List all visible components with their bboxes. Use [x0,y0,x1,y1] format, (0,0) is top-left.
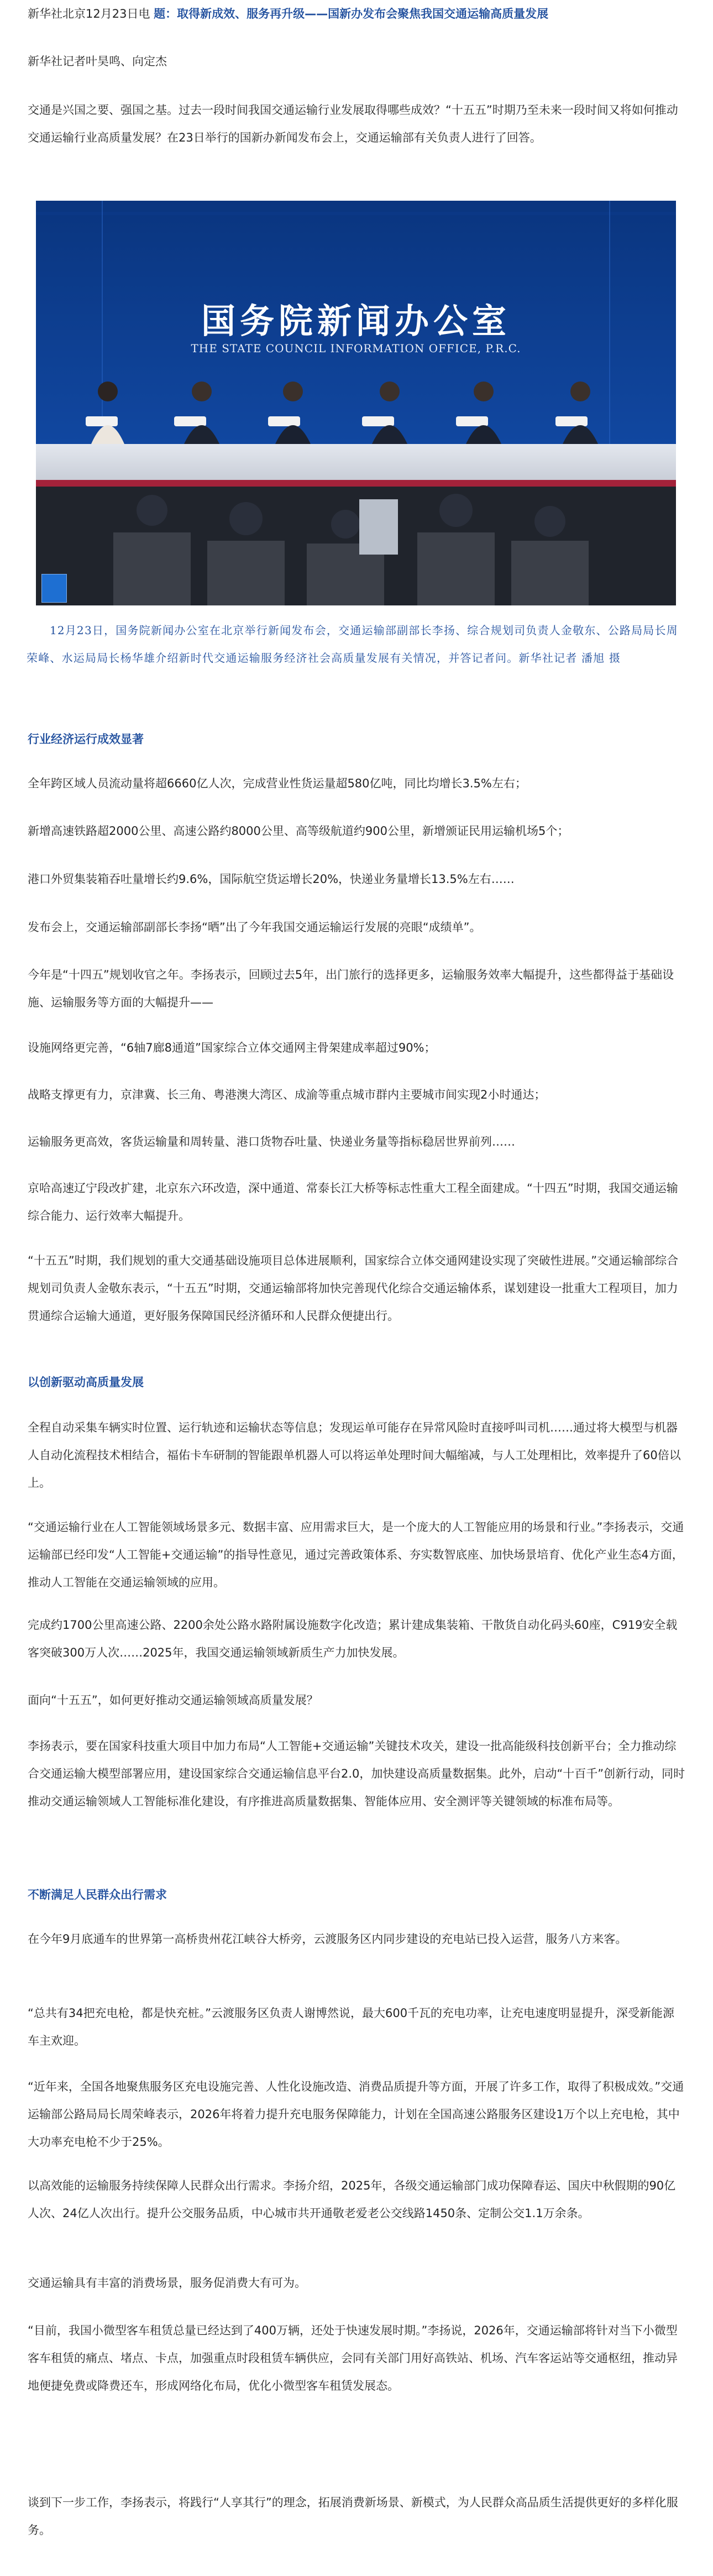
section-heading-1: 行业经济运行成效显著 [28,733,144,746]
section-1-paragraph-9: 京哈高速辽宁段改扩建，北京东六环改造，深中通道、常泰长江大桥等标志性重大工程全面建成。“十四五”时期，我国交通运输综合能力、运行效率大幅提升。 [28,1182,678,1222]
article-title: 取得新成效、服务再升级——国新办发布会聚焦我国交通运输高质量发展 [177,7,549,20]
section-3-paragraph-3: “近年来，全国各地聚焦服务区充电设施完善、人性化设施改造、消费品质提升等方面，开展了许多工作，取得了积极成效。”交通运输部公路局局长周荣峰表示，2026年将着力提升充电服务保障能力，计划在全国高速公路服务区建设1万个以上充电枪，其中大功率充电枪不少于25%。 [28,2080,684,2149]
section-2-paragraph-3: 完成约1700公里高速公路、2200余处公路水路附属设施数字化改造；累计建成集装箱、干散货自动化码头60座，C919安全载客突破300万人次……2025年，我国交通运输领域新质生产力加快发展。 [28,1618,678,1659]
section-1-paragraph-4: 发布会上，交通运输部副部长李扬“晒”出了今年我国交通运输运行发展的亮眼“成绩单”。 [28,921,481,934]
section-heading-2: 以创新驱动高质量发展 [28,1376,144,1389]
xinhua-logo-icon [41,574,67,603]
article-header-line [28,0,685,28]
section-1-paragraph-1: 全年跨区域人员流动量将超6660亿人次，完成营业性货运量超580亿吨，同比均增长3.5%左右； [28,777,527,790]
section-3-paragraph-2: “总共有34把充电枪，都是快充桩。”云渡服务区负责人谢博然说，最大600千瓦的充电功率，让充电速度明显提升，深受新能源车主欢迎。 [28,2007,675,2047]
photo-caption: 12月23日，国务院新闻办公室在北京举行新闻发布会，交通运输部副部长李扬、综合规划司负责人金敬东、公路局局长周荣峰、水运局局长杨华雄介绍新时代交通运输服务经济社会高质量发展有关情况，并答记者问。新华社记者 潘旭 摄 [27,624,678,665]
press-conference-photo [36,201,676,605]
section-1-paragraph-2: 新增高速铁路超2000公里、高速公路约8000公里、高等级航道约900公里，新增颁证民用运输机场5个； [28,824,569,838]
section-1-paragraph-10: “十五五”时期，我们规划的重大交通基础设施项目总体进展顺利，国家综合立体交通网建设实现了突破性进展。”交通运输部综合规划司负责人金敬东表示，“十五五”时期，交通运输部将加快完善现代化综合交通运输体系，谋划建设一批重大工程项目，加力贯通综合运输大通道，更好服务保障国民经济循环和人民群众便捷出行。 [28,1254,679,1323]
press-conference-scene [36,201,676,605]
dateline: 新华社北京12月23日电 [28,7,150,20]
byline: 新华社记者叶昊鸣、向定杰 [28,55,167,68]
section-3-paragraph-6: “目前，我国小微型客车租赁总量已经达到了400万辆，还处于快速发展时期。”李扬说，2026年，交通运输部将针对当下小微型客车租赁的痛点、堵点、卡点，加强重点时段租赁车辆供应，会同有关部门用好高铁站、机场、汽车客运站等交通枢纽，推动异地便捷免费或降费还车，形成网络化布局，优化小微型客车租赁发展态。 [28,2324,678,2392]
backdrop-title-en: THE STATE COUNCIL INFORMATION OFFICE, P.R.C. [191,342,521,355]
section-3-paragraph-4: 以高效能的运输服务持续保障人民群众出行需求。李扬介绍，2025年，各级交通运输部门成功保障春运、国庆中秋假期的90亿人次、24亿人次出行。提升公交服务品质，中心城市共开通敬老爱老公交线路1450条、定制公交1.1万余条。 [28,2179,676,2220]
section-heading-3: 不断满足人民群众出行需求 [28,1888,167,1901]
section-1-paragraph-3: 港口外贸集装箱吞吐量增长约9.6%，国际航空货运增长20%，快递业务量增长13.5%左右…… [28,872,515,886]
section-1-paragraph-7: 战略支撑更有力，京津冀、长三角、粤港澳大湾区、成渝等重点城市群内主要城市间实现2小时通达； [28,1088,546,1101]
section-1-paragraph-5: 今年是“十四五”规划收官之年。李扬表示，回顾过去5年，出门旅行的选择更多，运输服务效率大幅提升，这些都得益于基础设施、运输服务等方面的大幅提升—— [28,968,674,1009]
section-1-paragraph-6: 设施网络更完善，“6轴7廊8通道”国家综合立体交通网主骨架建成率超过90%； [28,1041,436,1054]
section-3-paragraph-1: 在今年9月底通车的世界第一高桥贵州花江峡谷大桥旁，云渡服务区内同步建设的充电站已投入运营，服务八方来客。 [28,1932,627,1946]
title-prefix: 题： [154,7,177,20]
section-2-paragraph-2: “交通运输行业在人工智能领域场景多元、数据丰富、应用需求巨大，是一个庞大的人工智能应用的场景和行业。”李扬表示，交通运输部已经印发“人工智能+交通运输”的指导性意见，通过完善政策体系、夯实数智底座、加快场景培育、优化产业生态4方面，推动人工智能在交通运输领域的应用。 [28,1520,684,1589]
section-3-paragraph-7: 谈到下一步工作，李扬表示，将践行“人享其行”的理念，拓展消费新场景、新模式，为人民群众高品质生活提供更好的多样化服务。 [28,2496,678,2537]
lead-paragraph: 交通是兴国之要、强国之基。过去一段时间我国交通运输行业发展取得哪些成效？“十五五”时期乃至未来一段时间又将如何推动交通运输行业高质量发展？在23日举行的国新办新闻发布会上，交通运输部有关负责人进行了回答。 [28,103,678,144]
section-2-paragraph-4: 面向“十五五”，如何更好推动交通运输领域高质量发展？ [28,1694,318,1707]
section-3-paragraph-5: 交通运输具有丰富的消费场景，服务促消费大有可为。 [28,2276,306,2290]
section-2-paragraph-5: 李扬表示，要在国家科技重大项目中加力布局“人工智能+交通运输”关键技术攻关，建设一批高能级科技创新平台；全力推动综合交通运输大模型部署应用，建设国家综合交通运输信息平台2.0，加快建设高质量数据集。此外，启动“十百千”创新行动，同时推动交通运输领域人工智能标准化建设，有序推进高质量数据集、智能体应用、安全测评等关键领域的标准布局等。 [28,1739,685,1808]
section-1-paragraph-8: 运输服务更高效，客货运输量和周转量、港口货物吞吐量、快递业务量等指标稳居世界前列…… [28,1135,515,1148]
backdrop-title-cn: 国务院新闻办公室 [201,301,511,341]
section-2-paragraph-1: 全程自动采集车辆实时位置、运行轨迹和运输状态等信息；发现运单可能存在异常风险时直接呼叫司机……通过将大模型与机器人自动化流程技术相结合，福佑卡车研制的智能跟单机器人可以将运单处理时间大幅缩减，与人工处理相比，效率提升了60倍以上。 [28,1421,681,1490]
